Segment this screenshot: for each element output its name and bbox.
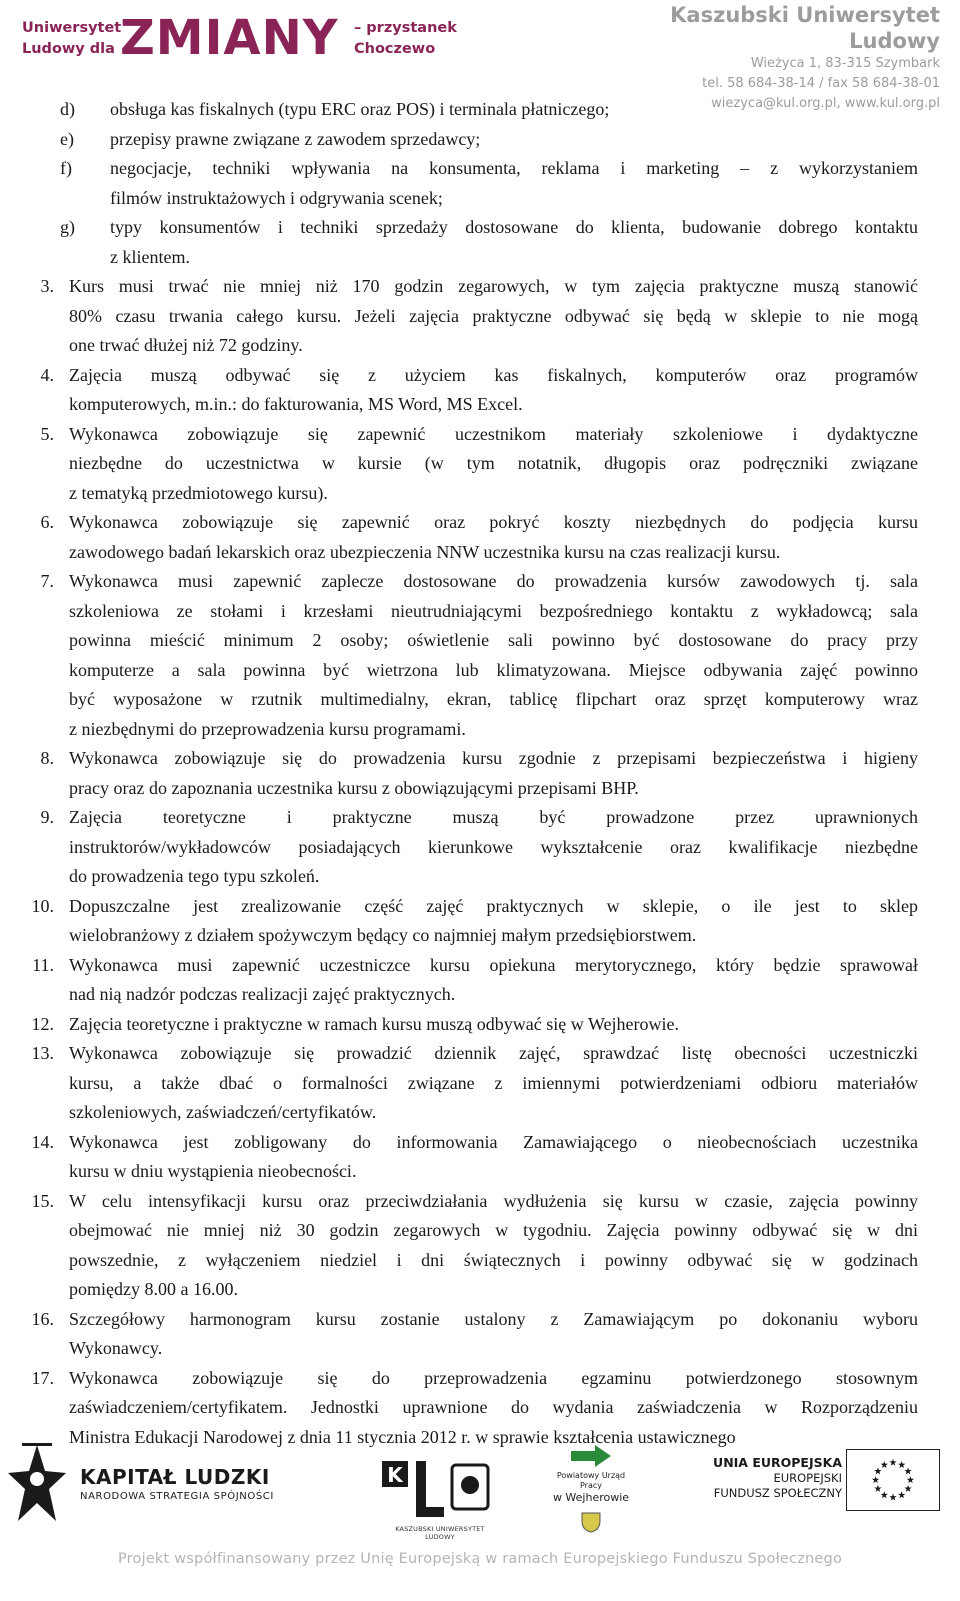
item-text-line: obsługa kas fiskalnych (typu ERC oraz POS) i terminala płatniczego; <box>110 99 610 119</box>
item-text <box>69 1305 918 1364</box>
item-text-line: Wykonawca jest zobligowany do informowania Zamawiającego o nieobecnościach uczestnika <box>69 1131 918 1152</box>
eu-flag-icon <box>846 1449 940 1511</box>
item-text-line: z tematyką przedmiotowego kursu). <box>69 482 328 503</box>
item-text <box>69 420 918 509</box>
item-text-line: instruktorów/wykładowców posiadających kierunkowe wykształcenie oraz kwalifikacje niezbędne <box>69 836 918 857</box>
item-text-line: szkoleniowych, zaświadczeń/certyfikatów. <box>69 1102 377 1122</box>
cofinancing-note: Projekt współfinansowany przez Unię Europejską w ramach Europejskiego Funduszu Społecznego <box>117 1551 843 1567</box>
item-text-line: Wykonawca zobowiązuje się zapewnić oraz pokryć koszty niezbędnych do podjęcia kursu <box>69 512 918 532</box>
kl-subtitle: NARODOWA STRATEGIA SPÓJNOŚCI <box>80 1491 274 1502</box>
item-text-line: do prowadzenia tego typu szkoleń. <box>69 866 320 886</box>
item-text-line: Wykonawca zobowiązuje się do przeprowadzenia egzaminu potwierdzonego stosownym <box>69 1367 918 1388</box>
eu-star-icon <box>881 1461 888 1468</box>
eu-star-icon <box>874 1485 881 1492</box>
logo-stop-2: Choczewo <box>354 41 436 57</box>
pup-arrow-icon <box>569 1445 613 1467</box>
item-text-line: powszednie, z wyłączeniem niedziel i dni świątecznych i powinny odbywać się w godzinach <box>69 1249 918 1270</box>
sub-list-item <box>0 154 960 213</box>
item-text-line: W celu intensyfikacji kursu oraz przeciwdziałania wydłużenia się kursu w czasie, zajęcia powinny <box>69 1190 918 1211</box>
item-text-line: zaświadczeniem/certyfikatem. Jednostki uprawnione do wydania zaświadczenia w Rozporządzeniu <box>69 1397 918 1417</box>
item-text <box>69 1039 918 1128</box>
wejherowo-shield-icon <box>580 1511 602 1533</box>
logo-uni-text <box>22 18 121 60</box>
kapital-ludzki-star-icon <box>8 1443 66 1525</box>
item-text-line: Szczegółowy harmonogram kursu zostanie ustalony z Zamawiającym po dokonaniu wyboru <box>69 1308 918 1329</box>
eu-star-icon <box>872 1476 879 1483</box>
item-label: 4. <box>40 364 54 385</box>
item-text-line: komputerze a sala powinna być wietrzona lub klimatyzowana. Miejsce odbywania zajęć powinno <box>69 659 918 680</box>
item-text <box>110 95 918 125</box>
item-text <box>110 154 918 213</box>
kul-name: Kaszubski Uniwersytet Ludowy <box>670 3 940 53</box>
item-text-line: z klientem. <box>110 246 190 267</box>
eu-line-3: FUNDUSZ SPOŁECZNY <box>713 1486 842 1500</box>
item-label: f) <box>60 158 72 178</box>
numbered-list-item <box>0 892 960 951</box>
item-label: 13. <box>31 1043 54 1063</box>
item-text <box>69 803 918 892</box>
numbered-list-item <box>0 744 960 803</box>
sub-list-item <box>0 125 960 155</box>
item-label: d) <box>60 99 75 119</box>
item-label: 17. <box>31 1367 54 1388</box>
pup-line-1: Powiatowy Urząd Pracy <box>556 1471 626 1490</box>
eu-star-icon <box>907 1476 914 1483</box>
item-text-line: wielobranżowy z działem spożywczym będący co najmniej małym przedsiębiorstwem. <box>69 925 697 945</box>
item-text-line: typy konsumentów i techniki sprzedaży dostosowane do klienta, budowanie dobrego kontaktu <box>110 217 918 237</box>
numbered-list-item <box>0 420 960 509</box>
eu-efs-text <box>702 1455 842 1501</box>
kul-address: Wieżyca 1, 83-315 Szymbark <box>750 56 940 71</box>
item-text-line: być wyposażone w rzutnik multimedialny, ekran, tablicę flipchart oraz sprzęt komputerowy wraz <box>69 689 918 709</box>
logo-zmiany-word: ZMIANY <box>120 10 339 66</box>
numbered-list-item <box>0 361 960 420</box>
item-label: g) <box>60 217 75 237</box>
item-text <box>69 1128 918 1187</box>
numbered-list-item <box>0 951 960 1010</box>
item-text <box>110 213 918 272</box>
numbered-list-item <box>0 1128 960 1187</box>
item-label: 16. <box>31 1308 54 1329</box>
item-text-line: Wykonawca musi zapewnić zaplecze dostosowane do prowadzenia kursów zawodowych tj. sala <box>69 571 918 591</box>
item-text-line: Dopuszczalne jest zrealizowanie część zajęć praktycznych w sklepie, o ile jest to sklep <box>69 895 918 916</box>
item-label: 7. <box>40 571 54 591</box>
item-text <box>69 272 918 361</box>
svg-text:K: K <box>387 1463 403 1487</box>
item-text-line: szkoleniowa ze stołami i krzesłami nieutrudniającymi bezpośredniego kontaktu z wykładowcą; sala <box>69 600 918 621</box>
item-text-line: filmów instruktażowych i odgrywania scenek; <box>110 187 443 208</box>
kl-title: KAPITAŁ LUDZKI <box>80 1465 270 1489</box>
numbered-list-item <box>0 1187 960 1305</box>
item-text-line: Wykonawca musi zapewnić uczestniczce kursu opiekuna merytorycznego, który będzie sprawował <box>69 954 918 975</box>
kul-logo-icon <box>382 1461 492 1523</box>
kul-caption: KASZUBSKI UNIWERSYTET LUDOWY <box>395 1525 485 1541</box>
item-label: 15. <box>31 1190 54 1211</box>
item-text-line: Kurs musi trwać nie mniej niż 170 godzin zegarowych, w tym zajęcia praktyczne muszą stanowić <box>69 276 918 296</box>
logo-stop-1: – przystanek <box>354 20 457 36</box>
kul-web: wiezyca@kul.org.pl, www.kul.org.pl <box>711 96 940 111</box>
item-text-line: powinna mieścić minimum 2 osoby; oświetlenie sali powinno być dostosowane do pracy przy <box>69 630 918 650</box>
kapital-ludzki-logo <box>80 1465 274 1502</box>
eu-line-1: UNIA EUROPEJSKA <box>713 1455 842 1470</box>
item-label: 12. <box>31 1013 54 1034</box>
eu-star-icon <box>881 1491 888 1498</box>
item-label: e) <box>60 128 74 149</box>
numbered-list-item <box>0 1010 960 1040</box>
item-text-line: obejmować nie mniej niż 30 godzin zegarowych w tygodniu. Zajęcia powinny odbywać się w dni <box>69 1220 918 1240</box>
item-text <box>69 744 918 803</box>
item-text-line: niezbędne do uczestnictwa w kursie (w tym notatnik, długopis oraz podręczniki związane <box>69 453 918 473</box>
numbered-list-item <box>0 508 960 567</box>
item-text-line: Zajęcia teoretyczne i praktyczne w ramach kursu muszą odbywać się w Wejherowie. <box>69 1013 679 1034</box>
numbered-list-item <box>0 1305 960 1364</box>
eu-star-icon <box>874 1467 881 1474</box>
sub-list-item <box>0 213 960 272</box>
item-text <box>69 951 918 1010</box>
item-text <box>69 1187 918 1305</box>
item-text-line: Wykonawca zobowiązuje się do prowadzenia kursu zgodnie z przepisami bezpieczeństwa i higieny <box>69 748 918 768</box>
item-label: 10. <box>31 895 54 916</box>
item-text-line: Wykonawcy. <box>69 1338 163 1358</box>
item-label: 8. <box>40 748 54 768</box>
item-text-line: komputerowych, m.in.: do fakturowania, MS Word, MS Excel. <box>69 394 523 414</box>
pup-logo <box>548 1445 634 1537</box>
numbered-list-item <box>0 1039 960 1128</box>
eu-star-icon <box>904 1467 911 1474</box>
item-text-line: zawodowego badań lekarskich oraz ubezpieczenia NNW uczestnika kursu na czas realizacji kursu. <box>69 541 781 562</box>
item-label: 3. <box>40 276 54 296</box>
eu-star-icon <box>904 1485 911 1492</box>
item-text-line: Wykonawca zobowiązuje się zapewnić uczestnikom materiały szkoleniowe i dydaktyczne <box>69 423 918 444</box>
item-text-line: Ministra Edukacji Narodowej z dnia 11 stycznia 2012 r. w sprawie kształcenia ustawicznego <box>69 1426 736 1447</box>
logo-stop-text <box>354 18 457 60</box>
item-text <box>69 892 918 951</box>
item-text-line: one trwać dłużej niż 72 godziny. <box>69 335 303 355</box>
logo-line-1: Uniwersytet <box>22 20 122 36</box>
item-text-line: pomiędzy 8.00 a 16.00. <box>69 1279 238 1299</box>
item-text-line: Zajęcia teoretyczne i praktyczne muszą być prowadzone przez uprawnionych <box>69 807 918 827</box>
item-text-line: z niezbędnymi do przeprowadzenia kursu programami. <box>69 718 466 739</box>
item-text <box>69 567 918 744</box>
item-text-line: kursu, a także dbać o formalności związane z imiennymi potwierdzeniami odbioru materiałów <box>69 1072 918 1093</box>
numbered-list-item <box>0 803 960 892</box>
item-text <box>69 1010 918 1040</box>
item-label: 9. <box>40 807 54 827</box>
item-text <box>69 508 918 567</box>
eu-star-icon <box>898 1461 905 1468</box>
item-label: 11. <box>32 954 54 975</box>
numbered-list-item <box>0 567 960 744</box>
item-label: 14. <box>31 1131 54 1152</box>
eu-star-icon <box>889 1494 896 1501</box>
item-text <box>110 125 918 155</box>
eu-line-2: EUROPEJSKI <box>773 1471 842 1485</box>
item-text-line: Zajęcia muszą odbywać się z użyciem kas fiskalnych, komputerów oraz programów <box>69 364 918 385</box>
item-text-line: Wykonawca zobowiązuje się prowadzić dziennik zajęć, sprawdzać listę obecności uczestniczki <box>69 1043 918 1063</box>
pup-line-2: w Wejherowie <box>552 1491 630 1504</box>
eu-star-icon <box>889 1459 896 1466</box>
item-text <box>69 361 918 420</box>
item-text-line: negocjacje, techniki wpływania na konsumenta, reklama i marketing – z wykorzystaniem <box>110 158 918 178</box>
item-label: 6. <box>40 512 54 532</box>
item-text-line: 80% czasu trwania całego kursu. Jeżeli zajęcia praktyczne odbywać się będą w sklepie to nie mogą <box>69 305 918 326</box>
item-text-line: pracy oraz do zapoznania uczestnika kursu z obowiązującymi przepisami BHP. <box>69 777 639 798</box>
kul-phone: tel. 58 684-38-14 / fax 58 684-38-01 <box>702 76 940 91</box>
sub-list-item <box>0 95 960 125</box>
item-label: 5. <box>40 423 54 444</box>
item-text-line: przepisy prawne związane z zawodem sprzedawcy; <box>110 128 481 149</box>
eu-star-icon <box>898 1491 905 1498</box>
item-text-line: kursu w dniu wystąpienia nieobecności. <box>69 1161 357 1181</box>
logo-line-2: Ludowy dla <box>22 41 115 57</box>
item-text-line: nad nią nadzór podczas realizacji zajęć praktycznych. <box>69 984 456 1004</box>
uniwersytet-zmiany-logo <box>22 10 457 66</box>
page-footer <box>0 1435 960 1601</box>
numbered-list-item <box>0 272 960 361</box>
